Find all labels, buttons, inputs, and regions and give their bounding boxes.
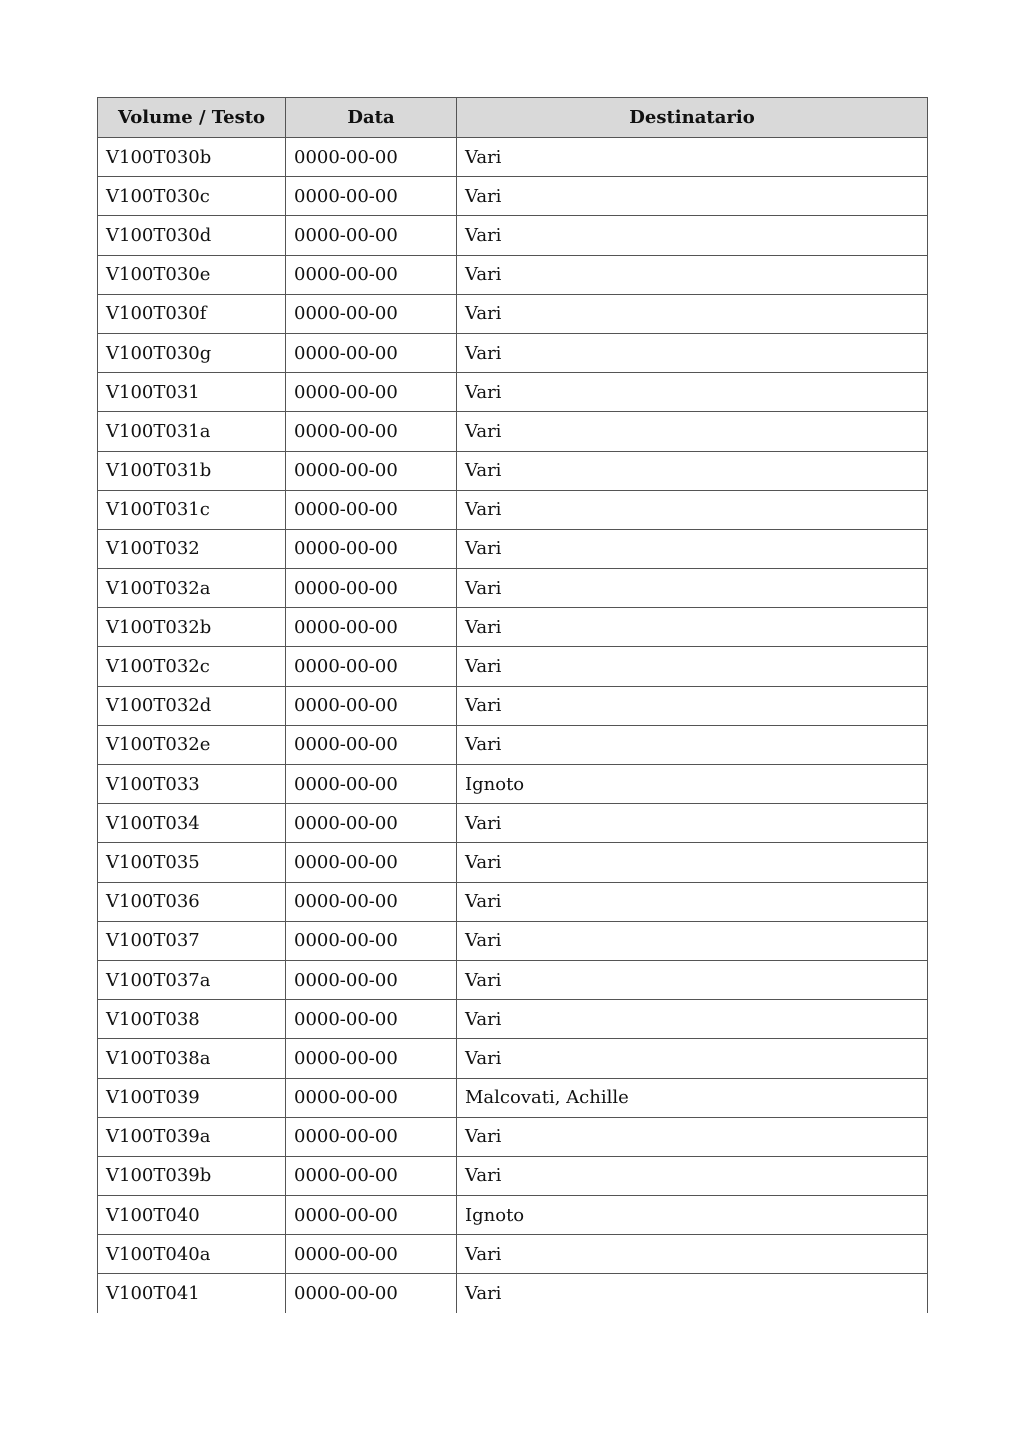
cell-volume-testo: V100T033 <box>98 765 286 804</box>
table-row <box>98 921 928 960</box>
cell-destinatario: Vari <box>457 451 928 490</box>
table-row <box>98 177 928 216</box>
cell-volume-testo: V100T039 <box>98 1078 286 1117</box>
cell-destinatario: Vari <box>457 569 928 608</box>
cell-volume-testo: V100T038a <box>98 1039 286 1078</box>
cell-data: 0000-00-00 <box>286 882 457 921</box>
cell-data: 0000-00-00 <box>286 216 457 255</box>
cell-destinatario: Vari <box>457 255 928 294</box>
cell-volume-testo: V100T030g <box>98 333 286 372</box>
header-row <box>98 98 928 138</box>
cell-data: 0000-00-00 <box>286 608 457 647</box>
cell-data: 0000-00-00 <box>286 255 457 294</box>
table-row <box>98 294 928 333</box>
cell-volume-testo: V100T037 <box>98 921 286 960</box>
table-row <box>98 1039 928 1078</box>
table-row <box>98 843 928 882</box>
table-row <box>98 1196 928 1235</box>
table-row <box>98 960 928 999</box>
cell-destinatario: Vari <box>457 333 928 372</box>
table-row <box>98 686 928 725</box>
cell-destinatario: Vari <box>457 1117 928 1156</box>
table-row <box>98 1117 928 1156</box>
table-row <box>98 333 928 372</box>
cell-data: 0000-00-00 <box>286 412 457 451</box>
cell-data: 0000-00-00 <box>286 647 457 686</box>
table-row <box>98 1078 928 1117</box>
table-row <box>98 1235 928 1274</box>
cell-volume-testo: V100T040a <box>98 1235 286 1274</box>
table-row <box>98 765 928 804</box>
table-body <box>98 138 928 1314</box>
cell-data: 0000-00-00 <box>286 569 457 608</box>
cell-destinatario: Vari <box>457 960 928 999</box>
cell-destinatario: Vari <box>457 412 928 451</box>
cell-data: 0000-00-00 <box>286 765 457 804</box>
table-row <box>98 882 928 921</box>
cell-destinatario: Vari <box>457 294 928 333</box>
cell-data: 0000-00-00 <box>286 1156 457 1195</box>
cell-volume-testo: V100T030e <box>98 255 286 294</box>
cell-volume-testo: V100T039a <box>98 1117 286 1156</box>
cell-volume-testo: V100T030c <box>98 177 286 216</box>
table-row <box>98 647 928 686</box>
cell-volume-testo: V100T041 <box>98 1274 286 1313</box>
cell-data: 0000-00-00 <box>286 529 457 568</box>
cell-data: 0000-00-00 <box>286 1000 457 1039</box>
table-row <box>98 1000 928 1039</box>
cell-destinatario: Vari <box>457 1039 928 1078</box>
cell-volume-testo: V100T037a <box>98 960 286 999</box>
cell-volume-testo: V100T032a <box>98 569 286 608</box>
table-row <box>98 529 928 568</box>
cell-destinatario: Vari <box>457 608 928 647</box>
cell-destinatario: Vari <box>457 177 928 216</box>
table-row <box>98 255 928 294</box>
cell-data: 0000-00-00 <box>286 1235 457 1274</box>
table-row <box>98 1274 928 1313</box>
cell-destinatario: Vari <box>457 1156 928 1195</box>
table-row <box>98 1156 928 1195</box>
cell-destinatario: Vari <box>457 1235 928 1274</box>
cell-volume-testo: V100T036 <box>98 882 286 921</box>
table-row <box>98 138 928 177</box>
cell-destinatario: Vari <box>457 529 928 568</box>
cell-data: 0000-00-00 <box>286 1039 457 1078</box>
cell-destinatario: Vari <box>457 804 928 843</box>
cell-destinatario: Ignoto <box>457 765 928 804</box>
cell-destinatario: Vari <box>457 216 928 255</box>
cell-volume-testo: V100T032c <box>98 647 286 686</box>
cell-destinatario: Vari <box>457 647 928 686</box>
cell-volume-testo: V100T034 <box>98 804 286 843</box>
cell-data: 0000-00-00 <box>286 373 457 412</box>
table-row <box>98 804 928 843</box>
cell-destinatario: Malcovati, Achille <box>457 1078 928 1117</box>
cell-data: 0000-00-00 <box>286 843 457 882</box>
cell-volume-testo: V100T035 <box>98 843 286 882</box>
cell-volume-testo: V100T031c <box>98 490 286 529</box>
cell-volume-testo: V100T030f <box>98 294 286 333</box>
cell-data: 0000-00-00 <box>286 960 457 999</box>
cell-volume-testo: V100T032d <box>98 686 286 725</box>
records-table <box>97 97 928 1313</box>
cell-volume-testo: V100T032b <box>98 608 286 647</box>
cell-data: 0000-00-00 <box>286 333 457 372</box>
cell-data: 0000-00-00 <box>286 725 457 764</box>
table-row <box>98 569 928 608</box>
table-header <box>98 98 928 138</box>
cell-data: 0000-00-00 <box>286 138 457 177</box>
table-row <box>98 608 928 647</box>
table-row <box>98 373 928 412</box>
cell-volume-testo: V100T030d <box>98 216 286 255</box>
column-header-data: Data <box>286 98 457 138</box>
cell-volume-testo: V100T031b <box>98 451 286 490</box>
cell-destinatario: Vari <box>457 921 928 960</box>
cell-destinatario: Vari <box>457 490 928 529</box>
table-row <box>98 412 928 451</box>
cell-destinatario: Vari <box>457 686 928 725</box>
cell-destinatario: Ignoto <box>457 1196 928 1235</box>
cell-data: 0000-00-00 <box>286 490 457 529</box>
cell-destinatario: Vari <box>457 1000 928 1039</box>
cell-destinatario: Vari <box>457 373 928 412</box>
cell-volume-testo: V100T032 <box>98 529 286 568</box>
cell-data: 0000-00-00 <box>286 294 457 333</box>
cell-data: 0000-00-00 <box>286 451 457 490</box>
table-row <box>98 216 928 255</box>
column-header-destinatario: Destinatario <box>457 98 928 138</box>
cell-data: 0000-00-00 <box>286 177 457 216</box>
cell-volume-testo: V100T039b <box>98 1156 286 1195</box>
table-row <box>98 490 928 529</box>
cell-volume-testo: V100T030b <box>98 138 286 177</box>
cell-destinatario: Vari <box>457 138 928 177</box>
cell-destinatario: Vari <box>457 843 928 882</box>
column-header-volume-testo: Volume / Testo <box>98 98 286 138</box>
cell-destinatario: Vari <box>457 882 928 921</box>
cell-destinatario: Vari <box>457 725 928 764</box>
cell-data: 0000-00-00 <box>286 686 457 725</box>
cell-volume-testo: V100T031a <box>98 412 286 451</box>
cell-data: 0000-00-00 <box>286 1274 457 1313</box>
cell-data: 0000-00-00 <box>286 1117 457 1156</box>
cell-volume-testo: V100T032e <box>98 725 286 764</box>
cell-volume-testo: V100T040 <box>98 1196 286 1235</box>
cell-destinatario: Vari <box>457 1274 928 1313</box>
cell-data: 0000-00-00 <box>286 1196 457 1235</box>
cell-data: 0000-00-00 <box>286 921 457 960</box>
cell-data: 0000-00-00 <box>286 804 457 843</box>
table-row <box>98 451 928 490</box>
table-row <box>98 725 928 764</box>
cell-volume-testo: V100T038 <box>98 1000 286 1039</box>
cell-volume-testo: V100T031 <box>98 373 286 412</box>
cell-data: 0000-00-00 <box>286 1078 457 1117</box>
